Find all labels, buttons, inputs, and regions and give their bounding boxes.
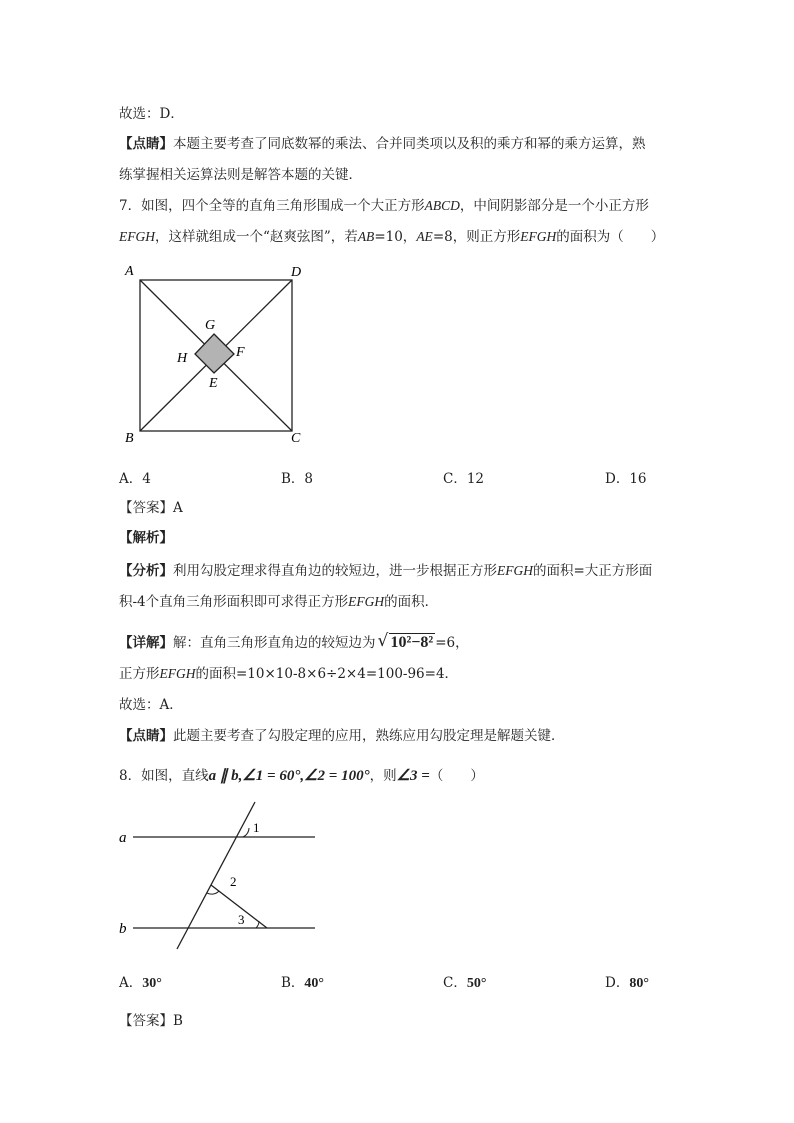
label-H: H [177, 351, 188, 366]
label-angle-1: 1 [253, 820, 260, 835]
label-F: F [236, 345, 245, 360]
label-angle-2: 2 [230, 874, 237, 889]
q6-comment-line-1 [119, 134, 646, 154]
q7-choose: 故选：A． [119, 697, 183, 713]
label-C: C [291, 431, 301, 446]
label-angle-3: 3 [238, 912, 245, 927]
label-line-b: b [119, 921, 127, 937]
q7-comment: 【点睛】此题主要考查了勾股定理的应用，熟练应用勾股定理是解题关键． [119, 728, 565, 744]
label-A: A [125, 264, 134, 279]
q7-analysis-line-2: 积-4个直角三角形面积即可求得正方形EFGH的面积． [119, 594, 439, 610]
q7-answer: 【答案】A [119, 500, 183, 516]
q6-answer-line: 故选：D． [119, 106, 184, 122]
q7-analysis-line-1: 【分析】利用勾股定理求得直角边的较短边，进一步根据正方形EFGH的面积=大正方形面 [119, 563, 653, 579]
sqrt-expression: √ 10²−8² [377, 631, 434, 651]
q7-option-c[interactable]: C．12 [443, 471, 485, 487]
q6-comment-text-1: 本题主要考查了同底数幂的乘法、合并同类项以及积的乘方和幂的乘方运算，熟 [173, 136, 646, 152]
q7-option-d[interactable]: D．16 [605, 471, 647, 487]
q7-stem-line-1: 7．如图，四个全等的直角三角形围成一个大正方形ABCD，中间阴影部分是一个小正方形 [119, 198, 649, 214]
q8-option-b[interactable]: B．40° [281, 975, 325, 991]
q6-comment-line-2: 练掌握相关运算法则是解答本题的关键． [119, 167, 362, 183]
zhao-shuang-figure [119, 258, 319, 448]
label-E: E [209, 376, 218, 391]
label-D: D [291, 265, 302, 280]
q7-analysis-head: 【解析】 [119, 530, 173, 546]
q7-detail-line-2: 正方形EFGH的面积=10×10-8×6÷2×4=100-96=4． [119, 666, 459, 682]
q8-option-d[interactable]: D．80° [605, 975, 649, 991]
q8-option-a[interactable]: A．30° [119, 975, 162, 991]
q7-stem-line-2: EFGH，这样就组成一个“赵爽弦图”，若AB=10，AE=8，则正方形EFGH的面积为（ ） [119, 229, 665, 245]
q7-option-b[interactable]: B．8 [281, 471, 314, 487]
q7-option-a[interactable]: A．4 [119, 471, 151, 487]
label-B: B [125, 431, 134, 446]
q7-detail-line-1: 【详解】解：直角三角形直角边的较短边为 √ 10²−8² =6， [119, 631, 469, 651]
label-line-a: a [119, 830, 127, 846]
q6-comment-tag: 【点睛】 [119, 136, 173, 152]
q8-answer: 【答案】B [119, 1013, 183, 1029]
q8-stem: 8．如图，直线a ∥ b,∠1 = 60°,∠2 = 100°，则∠3 =（ ） [119, 768, 484, 784]
label-G: G [205, 318, 216, 333]
q8-option-c[interactable]: C．50° [443, 975, 487, 991]
parallel-lines-figure [115, 798, 320, 953]
